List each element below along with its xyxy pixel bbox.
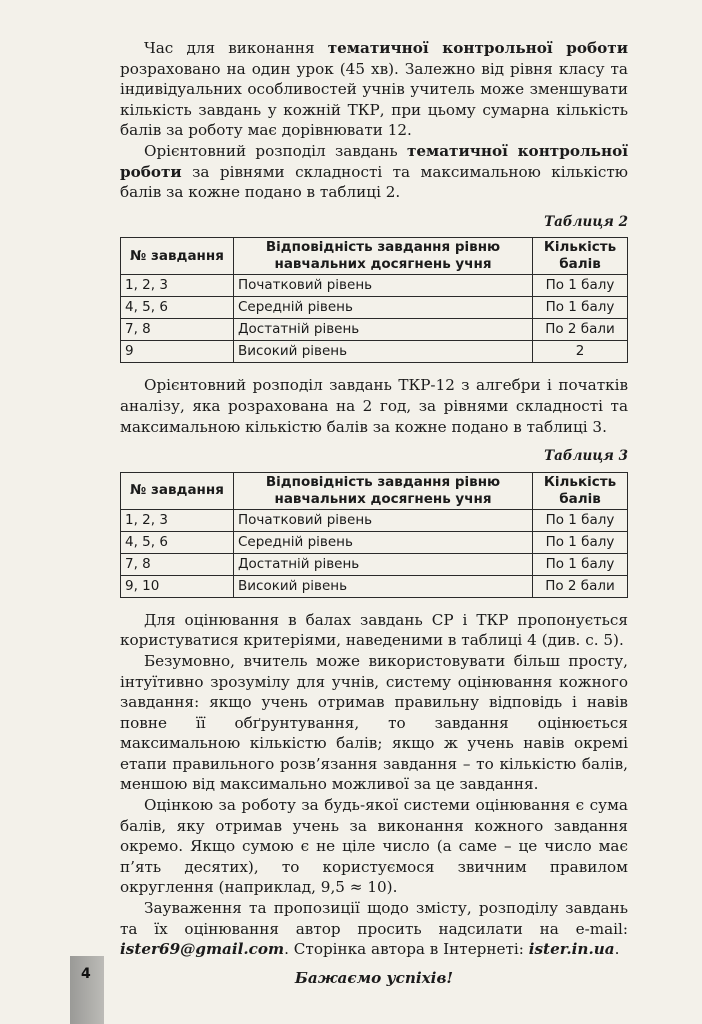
page-number: 4 <box>81 966 91 982</box>
distribution-paragraph: Орієнтовний розподіл завдань тематичної контрольної роботи за рівнями складності та максимальною кількістю балів за кожне подано в таблиці 2. <box>120 141 628 202</box>
points-cell: По 1 балу <box>533 553 628 575</box>
level-cell: Достатній рівень <box>234 319 533 341</box>
header-task-number: № завдання <box>121 472 234 509</box>
table2-caption: Таблиця 2 <box>544 213 628 230</box>
task-number-cell: 9, 10 <box>121 575 234 597</box>
table-2 <box>120 237 628 363</box>
criteria-paragraph: Для оцінювання в балах завдань СР і ТКР пропонується користуватися критеріями, наведеними в таблиці 4 (див. с. 5). <box>120 610 628 650</box>
header-points: Кількість балів <box>533 472 628 509</box>
level-cell: Початковий рівень <box>234 509 533 531</box>
points-cell: По 1 балу <box>533 531 628 553</box>
task-number-cell: 7, 8 <box>121 553 234 575</box>
level-cell: Середній рівень <box>234 297 533 319</box>
task-number-cell: 4, 5, 6 <box>121 531 234 553</box>
table-row <box>121 509 628 531</box>
level-cell: Початковий рівень <box>234 275 533 297</box>
table3-caption: Таблиця 3 <box>544 448 628 465</box>
intro-paragraph: Час для виконання тематичної контрольної роботи розраховано на один урок (45 хв). Залежно від рівня класу та індивідуальних особливостей учнів учитель може зменшувати кількість завдань у кожній ТКР, при цьому сумарна кількість балів за роботу має дорівнювати 12. <box>120 39 628 140</box>
task-number-cell: 9 <box>121 341 234 363</box>
points-cell: По 1 балу <box>533 297 628 319</box>
table-row <box>121 275 628 297</box>
table-header-row <box>121 472 628 509</box>
points-cell: По 2 бали <box>533 319 628 341</box>
table-row <box>121 553 628 575</box>
level-cell: Достатній рівень <box>234 553 533 575</box>
page-content <box>120 38 628 988</box>
table-row <box>121 575 628 597</box>
table-row <box>121 531 628 553</box>
table-row <box>121 341 628 363</box>
task-number-cell: 1, 2, 3 <box>121 509 234 531</box>
closing-wish: Бажаємо успіхів! <box>294 968 454 987</box>
table-header-row <box>121 238 628 275</box>
points-cell: 2 <box>533 341 628 363</box>
tkr12-paragraph: Орієнтовний розподіл завдань ТКР-12 з алгебри і початків аналізу, яка розрахована на 2 год, за рівнями складності та максимальною кількістю балів за кожне подано в таблиці 3. <box>120 376 628 436</box>
points-cell: По 1 балу <box>533 275 628 297</box>
task-number-cell: 7, 8 <box>121 319 234 341</box>
header-level: Відповідність завдання рівню навчальних досягнень учня <box>234 472 533 509</box>
author-site: ister.in.ua <box>528 940 615 959</box>
table-row <box>121 319 628 341</box>
table-3 <box>120 472 628 598</box>
header-task-number: № завдання <box>121 238 234 275</box>
simple-system-paragraph: Безумовно, вчитель може використовувати більш просту, інтуїтивно зрозумілу для учнів, систему оцінювання кожного завдання: якщо учень отримав правильну відповідь і навів повне її обґрунтування, то завдання оцінюється максимальною кількістю балів; якщо ж учень навів окремі етапи правильного розв’язання завдання – то кількістю балів, меншою від максимально можливої за це завдання. <box>120 651 628 794</box>
level-cell: Високий рівень <box>234 575 533 597</box>
points-cell: По 2 бали <box>533 575 628 597</box>
author-email: ister69@gmail.com <box>120 940 285 959</box>
level-cell: Середній рівень <box>234 531 533 553</box>
task-number-cell: 1, 2, 3 <box>121 275 234 297</box>
page-number-tab <box>70 956 104 1024</box>
feedback-paragraph: Зауваження та пропозиції щодо змісту, розподілу завдань та їх оцінювання автор просить надсилати на e-mail: ister69@gmail.com. Сторінка автора в Інтернеті: ister.in.ua. <box>120 899 628 959</box>
header-points: Кількість балів <box>533 238 628 275</box>
grade-sum-paragraph: Оцінкою за роботу за будь-якої системи оцінювання є сума балів, яку отримав учень за виконання кожного завдання окремо. Якщо сумою є не ціле число (а саме – це число має п’ять десятих), то користуємося звичним правилом округлення (наприклад, 9,5 ≈ 10). <box>120 796 628 897</box>
header-level: Відповідність завдання рівню навчальних досягнень учня <box>234 238 533 275</box>
points-cell: По 1 балу <box>533 509 628 531</box>
level-cell: Високий рівень <box>234 341 533 363</box>
task-number-cell: 4, 5, 6 <box>121 297 234 319</box>
table-row <box>121 297 628 319</box>
